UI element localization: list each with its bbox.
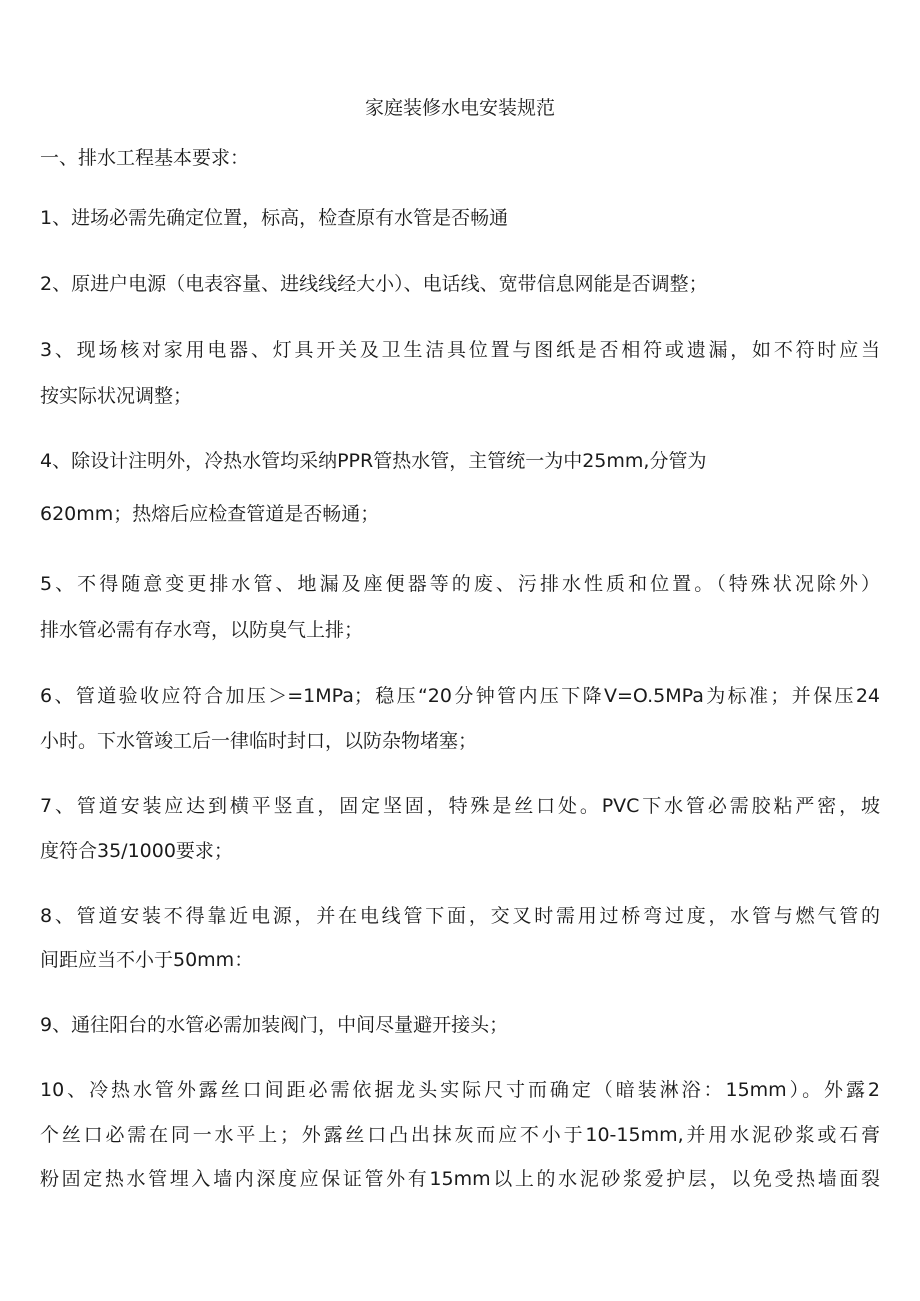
section-heading: 一、排水工程基本要求： bbox=[40, 147, 250, 169]
text-line: 1、进场必需先确定位置，标高，检查原有水管是否畅通 bbox=[40, 207, 509, 229]
text-line: 8、管道安装不得靠近电源，并在电线管下面，交叉时需用过桥弯过度，水管与燃气管的 bbox=[40, 905, 880, 927]
text-line: 4、除设计注明外，冷热水管均采纳PPR管热水管，主管统一为中25mm,分管为 bbox=[40, 450, 707, 472]
text-line: 粉固定热水管埋入墙内深度应保证管外有15mm以上的水泥砂浆爱护层，以免受热墙面裂 bbox=[40, 1168, 880, 1190]
text-line: 小时。下水管竣工后一律临时封口，以防杂物堵塞； bbox=[40, 730, 478, 752]
text-line: 度符合35/1000要求； bbox=[40, 840, 233, 862]
text-line: 6、管道验收应符合加压＞=1MPa；稳压“20分钟管内压下降V=O.5MPa为标准；并保压24 bbox=[40, 685, 880, 707]
text-line: 间距应当不小于50mm： bbox=[40, 949, 254, 971]
text-line: 7、管道安装应达到横平竖直，固定坚固，特殊是丝口处。PVC下水管必需胶粘严密，坡 bbox=[40, 795, 880, 817]
text-line: 9、通往阳台的水管必需加装阀门，中间尽量避开接头； bbox=[40, 1014, 509, 1036]
text-line: 按实际状况调整； bbox=[40, 385, 193, 407]
text-line: 3、现场核对家用电器、灯具开关及卫生洁具位置与图纸是否相符或遗漏，如不符时应当 bbox=[40, 339, 880, 361]
text-line: 5、不得随意变更排水管、地漏及座便器等的废、污排水性质和位置。（特殊状况除外） bbox=[40, 573, 880, 595]
document-title: 家庭装修水电安装规范 bbox=[364, 97, 555, 119]
text-line: 2、原进户电源（电表容量、进线线经大小）、电话线、宽带信息网能是否调整； bbox=[40, 273, 708, 295]
text-line: 10、冷热水管外露丝口间距必需依据龙头实际尺寸而确定（暗装淋浴：15mm）。外露2 bbox=[40, 1079, 880, 1101]
text-line: 620mm；热熔后应检查管道是否畅通； bbox=[40, 503, 380, 525]
text-line: 排水管必需有存水弯，以防臭气上排； bbox=[40, 619, 364, 641]
text-line: 个丝口必需在同一水平上；外露丝口凸出抹灰而应不小于10-15mm,并用水泥砂浆或石膏 bbox=[40, 1124, 880, 1146]
